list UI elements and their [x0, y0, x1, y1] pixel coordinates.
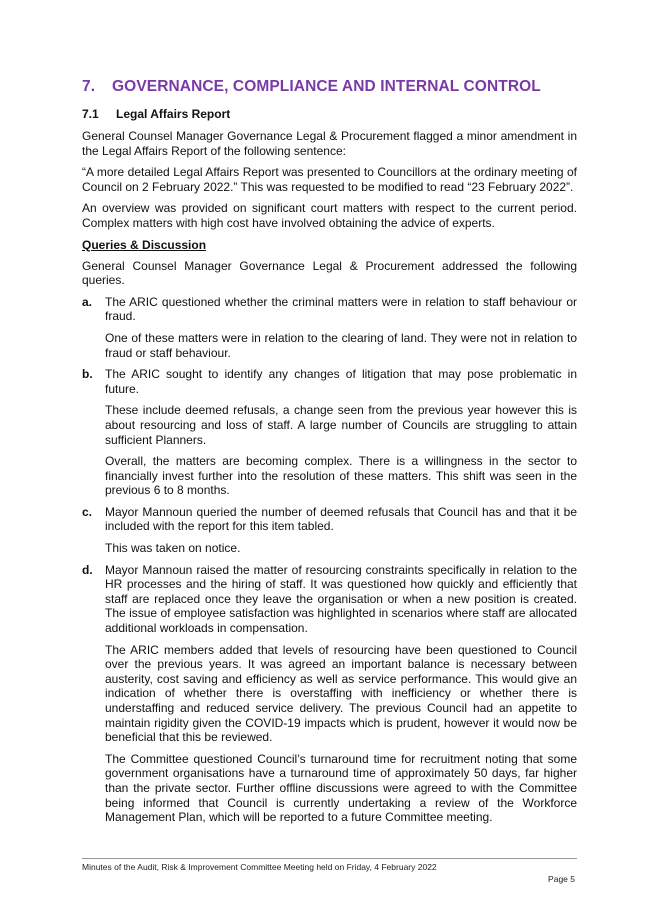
- subsection-number: 7.1: [82, 107, 99, 121]
- section-heading: [82, 78, 577, 96]
- intro-paragraph: General Counsel Manager Governance Legal & Procurement flagged a minor amendment in the Legal Affairs Report of the following sentence:: [82, 129, 577, 158]
- queries-intro: General Counsel Manager Governance Legal & Procurement addressed the following queries.: [82, 258, 577, 288]
- list-item-d: [82, 563, 577, 825]
- item-paragraph: These include deemed refusals, a change seen from the previous year however this is about resourcing and loss of staff. A large number of Councils are struggling to attain sufficient Planners.: [105, 403, 577, 447]
- footer-text: Minutes of the Audit, Risk & Improvement Committee Meeting held on Friday, 4 February 2022: [82, 862, 437, 872]
- section-number: 7.: [82, 78, 96, 95]
- item-letter: b.: [82, 367, 93, 382]
- item-paragraph: Mayor Mannoun queried the number of deemed refusals that Council has and that it be included with the report for this item tabled.: [105, 504, 577, 534]
- list-item-c: [82, 505, 577, 556]
- intro-paragraph: “A more detailed Legal Affairs Report was presented to Councillors at the ordinary meeting of Council on 2 February 2022.” This was requested to be modified to read “23 February 2022”.: [82, 165, 577, 194]
- section-title: GOVERNANCE, COMPLIANCE AND INTERNAL CONTROL: [112, 78, 541, 95]
- list-item-b: [82, 367, 577, 498]
- item-paragraph: The ARIC sought to identify any changes of litigation that may pose problematic in future.: [105, 367, 577, 396]
- queries-heading: Queries & Discussion: [82, 237, 207, 252]
- item-letter: d.: [82, 562, 93, 577]
- item-letter: a.: [82, 294, 93, 309]
- item-letter: c.: [82, 504, 93, 519]
- item-paragraph: Overall, the matters are becoming complex. There is a willingness in the sector to financially invest further into the resolution of these matters. This shift was seen in the previous 6 to 8 months.: [105, 454, 577, 498]
- list-item-a: [82, 295, 577, 360]
- page-number: Page 5: [548, 874, 575, 884]
- subsection-heading: [82, 107, 577, 121]
- item-paragraph: The Committee questioned Council’s turnaround time for recruitment noting that some government organisations have a turnaround time of approximately 50 days, far higher than the private sector. Further offline discussions were agreed to with the Committee being informed that Council is currently undertaking a review of the Workforce Management Plan, which will be reported to a future Committee meeting.: [105, 751, 577, 825]
- item-paragraph: This was taken on notice.: [105, 541, 241, 556]
- item-paragraph: The ARIC members added that levels of resourcing have been questioned to Council over the previous years. It was agreed an important balance is necessary between austerity, cost saving and efficiency as well as service performance. This would give an indication of whether there is overstaffing with inefficiency or whether there is understaffing and reduced service delivery. The previous Council had an appetite to maintain rigidity given the COVID-19 impacts which is prudent, however it would now be beneficial that this be reviewed.: [105, 642, 577, 745]
- footer-divider: [82, 858, 577, 859]
- page-content: [82, 78, 577, 832]
- item-paragraph: Mayor Mannoun raised the matter of resourcing constraints specifically in relation to the HR processes and the hiring of staff. It was questioned how quickly and efficiently that staff are replaced once they leave the organisation or when a new position is created. The issue of employee satisfaction was highlighted in scenarios where staff are allocated additional workloads in compensation.: [105, 562, 577, 636]
- item-paragraph: One of these matters were in relation to the clearing of land. They were not in relation to fraud or staff behaviour.: [105, 330, 577, 360]
- subsection-title: Legal Affairs Report: [116, 107, 231, 121]
- item-paragraph: The ARIC questioned whether the criminal matters were in relation to staff behaviour or fraud.: [105, 294, 577, 324]
- intro-paragraph: An overview was provided on significant court matters with respect to the current period. Complex matters with high cost have involved obtaining the advice of experts.: [82, 201, 577, 230]
